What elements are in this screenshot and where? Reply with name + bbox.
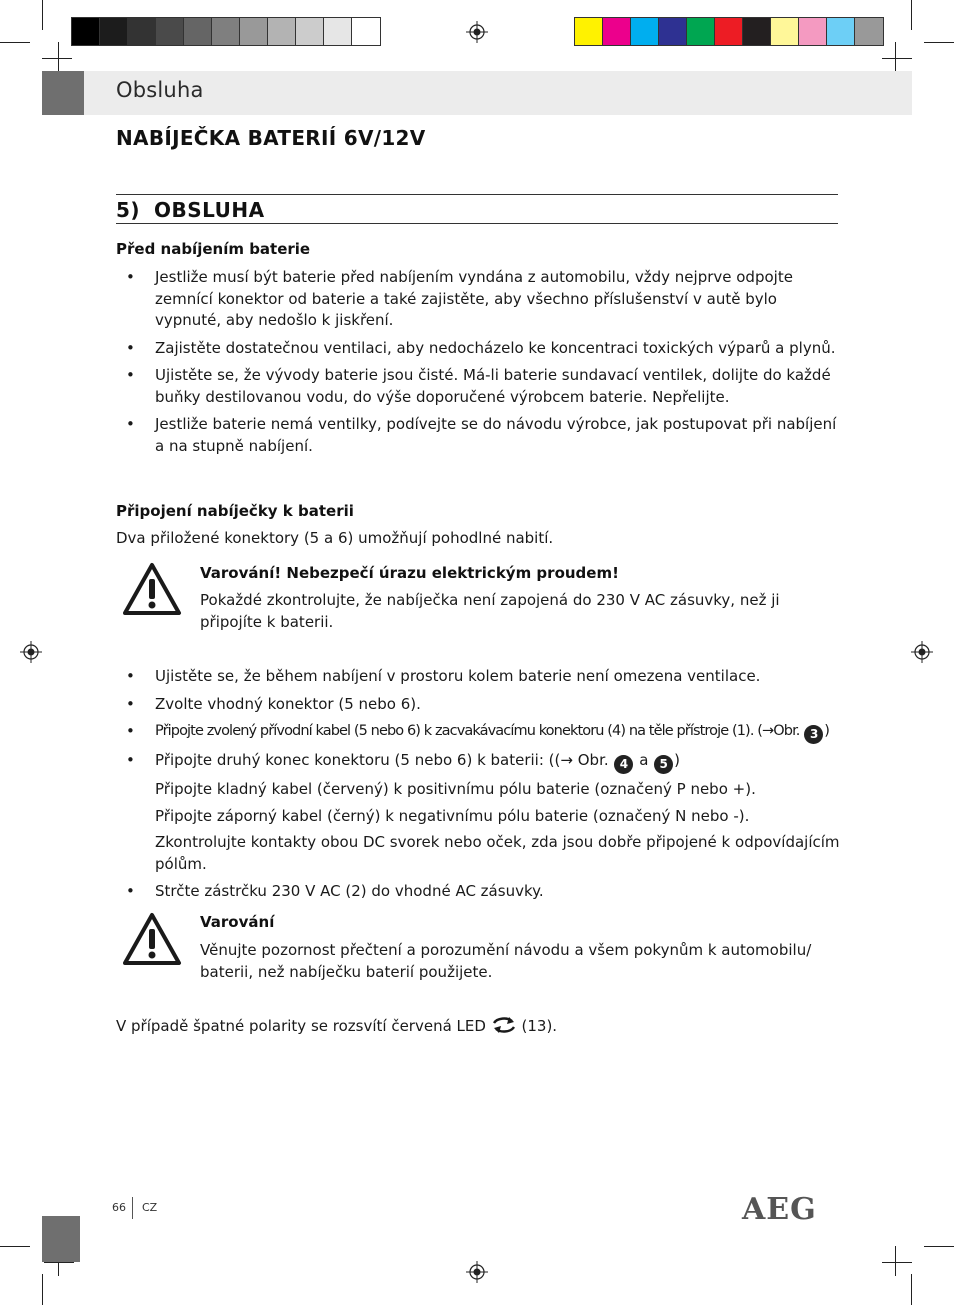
calibration-swatch — [72, 18, 100, 45]
connecting-heading: Připojení nabíječky k baterii — [116, 502, 354, 520]
crop-mark — [0, 42, 30, 43]
calibration-swatch — [240, 18, 268, 45]
calibration-swatch — [184, 18, 212, 45]
calibration-swatch — [631, 18, 659, 45]
arrow-icon: → — [762, 723, 774, 739]
figure-ref-badge: 4 — [614, 755, 633, 774]
connecting-steps-list — [116, 666, 851, 903]
crop-mark — [882, 58, 912, 59]
warning-text: Pokaždé zkontrolujte, že nabíječka není zapojená do 230 V AC zásuvky, než ji připojíte k baterii. — [200, 591, 780, 631]
brand-logo: AEG — [742, 1192, 817, 1227]
warning-triangle-icon — [122, 562, 182, 616]
crop-mark — [882, 1262, 912, 1263]
crop-mark — [42, 58, 72, 59]
calibration-swatch — [268, 18, 296, 45]
calibration-swatch — [743, 18, 771, 45]
section-bottom-rule — [116, 223, 838, 224]
crop-mark — [58, 42, 59, 72]
figure-ref-badge: 3 — [804, 725, 823, 744]
calibration-swatch — [296, 18, 324, 45]
crop-mark — [911, 1274, 912, 1305]
calibration-swatch — [156, 18, 184, 45]
list-item: • Připojte druhý konec konektoru (5 nebo 6) k baterii: ((→ Obr. 4 a 5 ) Připojte kladný kabel (červený) k positivnímu pólu baterie (označený P nebo +). Připojte záporný kabel (černý) k negativnímu pólu baterie (označený N nebo -). Zkontrolujte kontakty obou DC svorek nebo oček, zda jsou dobře připojené k odpovídajícím pólům. — [116, 750, 851, 875]
list-item: • Ujistěte se, že vývody baterie jsou čisté. Má-li baterie sundavací ventilek, dolijte do každé buňky destilovanou vodu, do výše doporučené výrobcem baterie. Nepřelijte. — [126, 366, 831, 406]
calibration-swatch — [128, 18, 156, 45]
crop-mark — [0, 1246, 30, 1247]
warning-title: Varování — [200, 913, 275, 931]
registration-mark-icon — [911, 641, 933, 663]
calibration-swatch — [212, 18, 240, 45]
calibration-swatch — [827, 18, 855, 45]
grayscale-calibration-bar — [71, 17, 381, 46]
calibration-swatch — [715, 18, 743, 45]
section-top-rule — [116, 194, 838, 195]
list-item: • Jestliže musí být baterie před nabíjením vyndána z automobilu, vždy nejprve odpojte zemnící konektor od baterie a také zajistěte, aby všechno příslušenství v autě bylo vypnuté, aby nedošlo k jiskření. — [126, 268, 793, 329]
registration-mark-icon — [20, 641, 42, 663]
polarity-note: V případě špatné polarity se rozsvítí červená LED (13). — [116, 1017, 558, 1035]
header-section-label: Obsluha — [116, 78, 204, 102]
connecting-intro: Dva přiložené konektory (5 a 6) umožňují pohodlné nabití. — [116, 529, 554, 547]
color-calibration-bar — [574, 17, 884, 46]
document-title: NABÍJEČKA BATERIÍ 6V/12V — [116, 126, 426, 150]
crop-mark — [42, 1274, 43, 1305]
calibration-swatch — [575, 18, 603, 45]
warning-text: Věnujte pozornost přečtení a porozumění návodu a všem pokynům k automobilu/ baterii, než nabíječku baterií použijete. — [200, 941, 812, 981]
before-charging-heading: Před nabíjením baterie — [116, 240, 311, 258]
list-item: • Zajistěte dostatečnou ventilaci, aby nedocházelo ke koncentraci toxických výparů a plynů. — [126, 338, 836, 357]
polarity-swap-icon — [491, 1016, 517, 1034]
calibration-swatch — [855, 18, 883, 45]
before-charging-list — [116, 267, 846, 457]
list-item: • Zvolte vhodný konektor (5 nebo 6). — [126, 694, 421, 713]
crop-mark — [895, 1246, 896, 1276]
section-number: 5) — [116, 198, 141, 222]
crop-mark — [911, 0, 912, 30]
header-band — [84, 71, 912, 115]
calibration-swatch — [100, 18, 128, 45]
crop-mark — [44, 1262, 74, 1263]
list-item: • Strčte zástrčku 230 V AC (2) do vhodné AC zásuvky. — [126, 882, 544, 900]
calibration-swatch — [659, 18, 687, 45]
step-detail: Připojte záporný kabel (černý) k negativnímu pólu baterie (označený N nebo -). — [155, 806, 750, 825]
registration-mark-icon — [466, 1261, 488, 1283]
crop-mark — [895, 42, 896, 72]
list-item: • Jestliže baterie nemá ventilky, podívejte se do návodu výrobce, jak postupovat při nabíjení a na stupně nabíjení. — [126, 415, 837, 455]
list-item: • Připojte zvolený přívodní kabel (5 nebo 6) k zacvakávacímu konektoru (4) na těle přístroje (1). (→Obr. 3 ) — [116, 721, 851, 744]
page-number: 66 — [112, 1201, 126, 1214]
calibration-swatch — [687, 18, 715, 45]
arrow-icon: → — [560, 751, 573, 769]
warning-title: Varování! Nebezpečí úrazu elektrickým proudem! — [200, 564, 619, 582]
calibration-swatch — [352, 18, 380, 45]
registration-mark-icon — [466, 21, 488, 43]
step-detail: Zkontrolujte kontakty obou DC svorek nebo oček, zda jsou dobře připojené k odpovídajícím pólům. — [155, 833, 840, 873]
footer-tab — [42, 1216, 80, 1262]
calibration-swatch — [324, 18, 352, 45]
warning-triangle-icon — [122, 912, 182, 966]
crop-mark — [924, 42, 954, 43]
footer-divider — [132, 1197, 133, 1219]
calibration-swatch — [799, 18, 827, 45]
step-detail: Připojte kladný kabel (červený) k positivnímu pólu baterie (označený P nebo +). — [155, 780, 756, 798]
crop-mark — [42, 0, 43, 30]
list-item: • Ujistěte se, že během nabíjení v prostoru kolem baterie není omezena ventilace. — [126, 667, 761, 685]
crop-mark — [924, 1246, 954, 1247]
language-code: CZ — [142, 1201, 158, 1214]
section-title: OBSLUHA — [154, 198, 265, 222]
calibration-swatch — [771, 18, 799, 45]
figure-ref-badge: 5 — [654, 755, 673, 774]
calibration-swatch — [603, 18, 631, 45]
section-heading — [116, 198, 265, 222]
header-tab — [42, 71, 84, 115]
